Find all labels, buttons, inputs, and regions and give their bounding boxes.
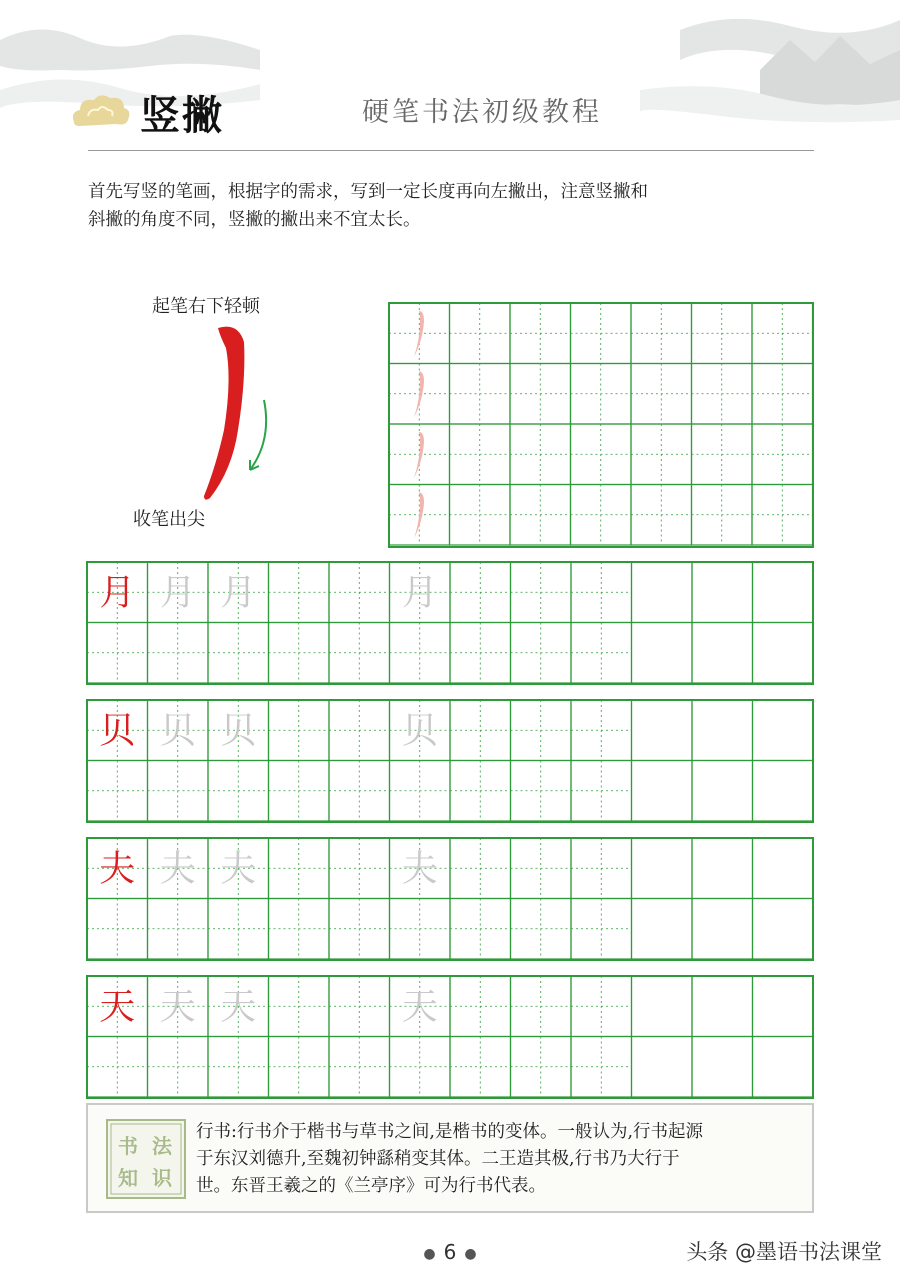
auspicious-cloud-icon [70,92,132,128]
svg-text:法: 法 [152,1134,172,1158]
character-practice-row [86,837,814,961]
character-practice-row [86,561,814,685]
start-stroke-label: 起笔右下轻顿 [152,296,260,317]
vertical-left-falling-stroke-illustration [180,320,290,510]
trace-character: 夫 [220,848,257,890]
grid-cell [632,899,693,960]
trace-character: 贝 [401,710,438,752]
model-character: 夫 [99,848,136,890]
grid-cell [692,700,753,761]
grid-cell [632,623,693,684]
trace-character: 月 [401,572,438,614]
grid-cell [632,761,693,822]
grid-cell [692,1037,753,1098]
page-header [0,0,900,160]
grid-cell [632,838,693,899]
stroke-practice-grid [388,302,814,548]
header-divider [88,150,814,151]
calligraphy-knowledge-box [86,1103,814,1213]
grid-cell [753,761,814,822]
grid-cell [692,899,753,960]
trace-character: 天 [401,986,438,1028]
grid-cell [753,1037,814,1098]
grid-cell [692,761,753,822]
page-title: 竖撇 [140,93,224,139]
grid-cell [632,976,693,1037]
grid-cell [692,562,753,623]
intro-line-2: 斜撇的角度不同，竖撇的撇出来不宜太长。 [88,210,421,230]
trace-character: 天 [159,986,196,1028]
trace-character: 月 [220,572,257,614]
trace-character: 天 [220,986,257,1028]
direction-arrow-icon [250,400,266,470]
svg-text:知: 知 [118,1166,138,1190]
model-character: 天 [99,986,136,1028]
grid-cell [632,562,693,623]
svg-text:书: 书 [118,1134,138,1158]
red-brush-stroke [204,327,244,500]
grid-cell [753,838,814,899]
watermark-text: 头条 @墨语书法课堂 [686,1240,882,1264]
grid-cell [692,976,753,1037]
grid-cell [632,700,693,761]
trace-character: 贝 [159,710,196,752]
character-practice-row [86,975,814,1099]
book-subtitle: 硬笔书法初级教程 [362,97,602,128]
page-number-value: 6 [443,1240,457,1264]
intro-paragraph [88,178,818,234]
knowledge-line-1: 行书:行书介于楷书与草书之间,是楷书的变体。一般认为,行书起源 [196,1122,704,1142]
grid-cell [753,623,814,684]
grid-cell [753,562,814,623]
grid-cell [632,1037,693,1098]
page-number: ● 6 ● [423,1240,477,1264]
grid-cell [753,700,814,761]
svg-text:识: 识 [152,1166,172,1190]
trace-character: 夫 [159,848,196,890]
knowledge-text [196,1119,806,1200]
trace-character: 贝 [220,710,257,752]
intro-line-1: 首先写竖的笔画，根据字的需求，写到一定长度再向左撇出，注意竖撇和 [88,182,648,202]
trace-character: 夫 [401,848,438,890]
calligraphy-knowledge-seal-icon [106,1119,186,1199]
grid-cell [692,623,753,684]
grid-cell [753,899,814,960]
knowledge-line-3: 世。东晋王羲之的《兰亭序》可为行书代表。 [196,1176,546,1196]
end-stroke-label: 收笔出尖 [133,509,205,530]
grid-cell [753,976,814,1037]
model-character: 月 [99,572,136,614]
character-practice-row [86,699,814,823]
grid-cell [692,838,753,899]
trace-character: 月 [159,572,196,614]
knowledge-line-2: 于东汉刘德升,至魏初钟繇稍变其体。二王造其极,行书乃大行于 [196,1149,680,1169]
model-character: 贝 [99,710,136,752]
